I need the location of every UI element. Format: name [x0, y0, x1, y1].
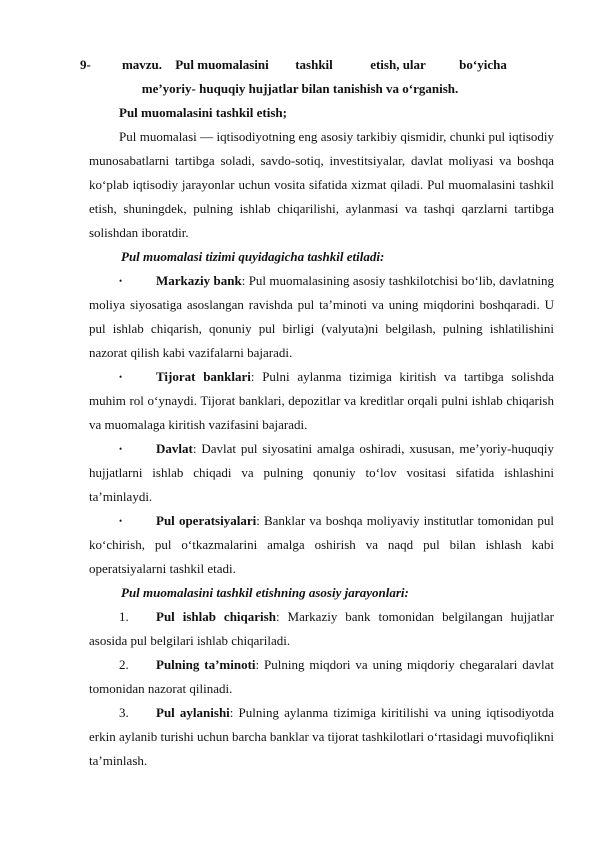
bullet-item — [89, 269, 554, 365]
subheading-processes: Pul muomalasini tashkil etishning asosiy jarayonlari: — [121, 585, 409, 600]
bullet-item — [89, 437, 554, 509]
numbered-text: : Markaziy bank tomonidan belgilangan hujjatlar asosida pul belgilari ishlab chiqariladi. — [89, 609, 554, 648]
bullet-term: Davlat — [156, 441, 193, 456]
bullet-marker: • — [119, 516, 123, 526]
document-title-line-1 — [60, 53, 540, 77]
document-title-line-2: me’yoriy- huquqiy hujjatlar bilan tanishish va o‘rganish. — [141, 81, 459, 96]
numbered-item — [89, 605, 554, 653]
numbered-text: : Pulning aylanma tizimiga kiritilishi va uning iqtisodiyotda erkin aylanib turishi uchun barcha banklar va tijorat tashkilotlari o‘rtasidagi muvofiqlikni ta’minlash. — [89, 705, 555, 768]
bullet-term: Pul operatsiyalari — [156, 513, 257, 528]
bullet-text: : Banklar va boshqa moliyaviy institutlar tomonidan pul ko‘chirish, pul o‘tkazmalarini amalga oshirish va naqd pul bilan ishlash kabi operatsiyalarni tashkil etadi. — [89, 513, 554, 576]
bullet-term: Tijorat banklari — [156, 369, 251, 384]
title-word: Pul muomalasini — [175, 57, 269, 72]
numbered-term: Pulning ta’minoti — [156, 657, 256, 672]
bullet-text: : Davlat pul siyosatini amalga oshiradi, xususan, me’yoriy-huquqiy hujjatlarni ishlab chiqadi va pulning qonuniy to‘lov vositasi sifatida ishlashini ta’minlaydi. — [89, 441, 554, 504]
intro-paragraph: Pul muomalasi — iqtisodiyotning eng asosiy tarkibiy qismidir, chunki pul iqtisodiy munosabatlarni tartibga soladi, savdo-sotiq, investitsiyalar, davlat moliyasi va boshqa ko‘plab iqtisodiy jarayonlar uchun vosita sifatida xizmat qiladi. Pul muomalasini tashkil etish, shuningdek, pulning ishlab chiqarilishi, aylanmasi va tashqi qarzlarni tartibga solishdan iboratdir. — [89, 129, 554, 240]
bullet-text: : Pul muomalasining asosiy tashkilotchisi bo‘lib, davlatning moliya siyosatiga asoslangan ravishda pul ta’minoti va uning miqdorini boshqaradi. U pul ishlab chiqarish, qonuniy pul birligi (valyuta)ni belgilash, pulning ishlatilishini nazorat qilish kabi vazifalarni bajaradi. — [89, 273, 555, 360]
title-word: tashkil — [295, 57, 333, 72]
title-number: 9- — [80, 57, 91, 72]
title-word: bo‘yicha — [459, 57, 507, 72]
bullet-marker: • — [119, 444, 123, 454]
bullet-item — [89, 365, 554, 437]
numbered-term: Pul aylanishi — [156, 705, 230, 720]
number-marker: 2. — [119, 657, 129, 672]
number-marker: 3. — [119, 705, 129, 720]
bullet-item — [89, 509, 554, 581]
bullet-marker: • — [119, 276, 123, 286]
bullet-term: Markaziy bank — [156, 273, 242, 288]
section-heading: Pul muomalasini tashkil etish; — [119, 105, 287, 120]
bullet-marker: • — [119, 372, 123, 382]
numbered-item — [89, 701, 554, 773]
numbered-item — [89, 653, 554, 701]
numbered-term: Pul ishlab chiqarish — [156, 609, 276, 624]
bullet-text: : Pulni aylanma tizimiga kiritish va tartibga solishda muhim rol o‘ynaydi. Tijorat banklari, depozitlar va kreditlar orqali pulni ishlab chiqarish va muomalaga kiritish vazifasini bajaradi. — [89, 369, 554, 432]
number-marker: 1. — [119, 609, 129, 624]
title-word: etish, ular — [370, 57, 426, 72]
title-word: mavzu. — [121, 57, 163, 72]
numbered-text: : Pulning miqdori va uning miqdoriy chegaralari davlat tomonidan nazorat qilinadi. — [89, 657, 554, 696]
subheading-system: Pul muomalasi tizimi quyidagicha tashkil etiladi: — [121, 249, 385, 264]
